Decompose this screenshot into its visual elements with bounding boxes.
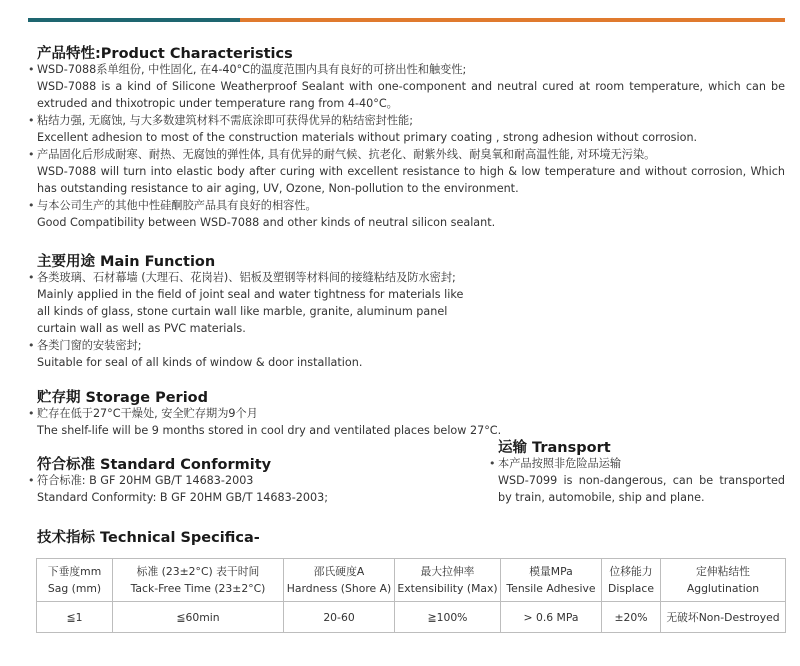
- main-function-item-2-cn: 各类门窗的安装密封;: [37, 339, 142, 352]
- storage-item-cn: 贮存在低于27°C干燥处, 安全贮存期为9个月: [37, 407, 258, 420]
- spec-value-extensibility: ≧100%: [395, 602, 501, 633]
- bullet: •: [28, 271, 35, 284]
- spec-value-sag: ≦1: [37, 602, 113, 633]
- standard-item-cn: 符合标准: B GF 20HM GB/T 14683-2003: [37, 474, 254, 487]
- spec-header-agglutination: 定伸粘结性 Agglutination: [661, 559, 786, 602]
- spec-header-tack-free: 标准 (23±2°C) 表干时间 Tack-Free Time (23±2°C): [113, 559, 284, 602]
- spec-value-hardness: 20-60: [284, 602, 395, 633]
- spec-value-agglutination: 无破坏Non-Destroyed: [661, 602, 786, 633]
- technical-spec-table: [36, 558, 786, 633]
- standard-conformity-heading: 符合标准 Standard Conformity: [37, 457, 272, 473]
- main-function-item-2-en: Suitable for seal of all kinds of window & door installation.: [37, 356, 363, 369]
- storage-period-heading: 贮存期 Storage Period: [37, 390, 209, 406]
- bullet: •: [28, 407, 35, 420]
- bullet: •: [28, 199, 35, 212]
- bullet: •: [28, 339, 35, 352]
- top-divider-orange: [240, 18, 785, 22]
- top-divider-teal: [28, 18, 240, 22]
- product-item-4-cn: 与本公司生产的其他中性硅酮胶产品具有良好的相容性。: [37, 199, 317, 212]
- main-function-item-1-cn: 各类玻璃、石材幕墙 (大理石、花岗岩)、铝板及塑钢等材料间的接缝粘结及防水密封;: [37, 271, 456, 284]
- spec-header-hardness: 邵氏硬度A Hardness (Shore A): [284, 559, 395, 602]
- bullet: •: [28, 474, 35, 487]
- product-item-2-en: Excellent adhesion to most of the construction materials without primary coating , strong adhesion without corrosion.: [37, 131, 698, 144]
- spec-value-tensile: > 0.6 MPa: [501, 602, 602, 633]
- spec-header-extensibility: 最大拉伸率 Extensibility (Max): [395, 559, 501, 602]
- spec-value-tack-free: ≦60min: [113, 602, 284, 633]
- product-item-2-cn: 粘结力强, 无腐蚀, 与大多数建筑材料不需底涂即可获得优异的粘结密封性能;: [37, 114, 413, 127]
- bullet: •: [28, 114, 35, 127]
- bullet: •: [489, 457, 496, 470]
- top-divider-bar: [28, 18, 785, 22]
- product-item-1-cn: WSD-7088系单组份, 中性固化, 在4-40°C的温度范围内具有良好的可挤出性和触变性;: [37, 63, 467, 76]
- spec-header-sag: 下垂度mm Sag (mm): [37, 559, 113, 602]
- spec-header-row: [37, 559, 786, 602]
- standard-item-en: Standard Conformity: B GF 20HM GB/T 14683-2003;: [37, 491, 329, 504]
- product-item-1-en: WSD-7088 is a kind of Silicone Weatherproof Sealant with one-component and neutral cured at room temperature, which can be extruded and thixotropic under temperature rang from 4-40°C。: [37, 80, 785, 110]
- main-function-item-1-en: Mainly applied in the field of joint seal and water tightness for materials like all kinds of glass, stone curtain wall like marble, granite, aluminum panel curtain wall as well as PVC materials.: [37, 288, 464, 335]
- transport-heading: 运输 Transport: [498, 440, 611, 456]
- spec-header-tensile: 模量MPa Tensile Adhesive: [501, 559, 602, 602]
- product-item-3-cn: 产品固化后形成耐寒、耐热、无腐蚀的弹性体, 具有优异的耐气候、抗老化、耐紫外线、耐臭氧和耐高温性能, 对环境无污染。: [37, 148, 656, 161]
- spec-value-row: [37, 602, 786, 633]
- spec-header-displace: 位移能力 Displace: [602, 559, 661, 602]
- spec-value-displace: ±20%: [602, 602, 661, 633]
- transport-item-en: WSD-7099 is non-dangerous, can be transported by train, automobile, ship and plane.: [498, 474, 785, 504]
- product-item-4-en: Good Compatibility between WSD-7088 and other kinds of neutral silicon sealant.: [37, 216, 496, 229]
- storage-item-en: The shelf-life will be 9 months stored in cool dry and ventilated places below 27°C.: [37, 424, 502, 437]
- main-function-heading: 主要用途 Main Function: [37, 254, 216, 270]
- transport-item-cn: 本产品按照非危险品运输: [498, 457, 622, 470]
- bullet: •: [28, 148, 35, 161]
- technical-spec-heading: 技术指标 Technical Specifica-: [37, 530, 260, 546]
- bullet: •: [28, 63, 35, 76]
- product-characteristics-heading: 产品特性:Product Characteristics: [37, 46, 293, 62]
- product-item-3-en: WSD-7088 will turn into elastic body after curing with excellent resistance to high & low temperature and without corrosion, Which has outstanding resistance to air aging, UV, Ozone, Non-pollution to the environment.: [37, 165, 785, 195]
